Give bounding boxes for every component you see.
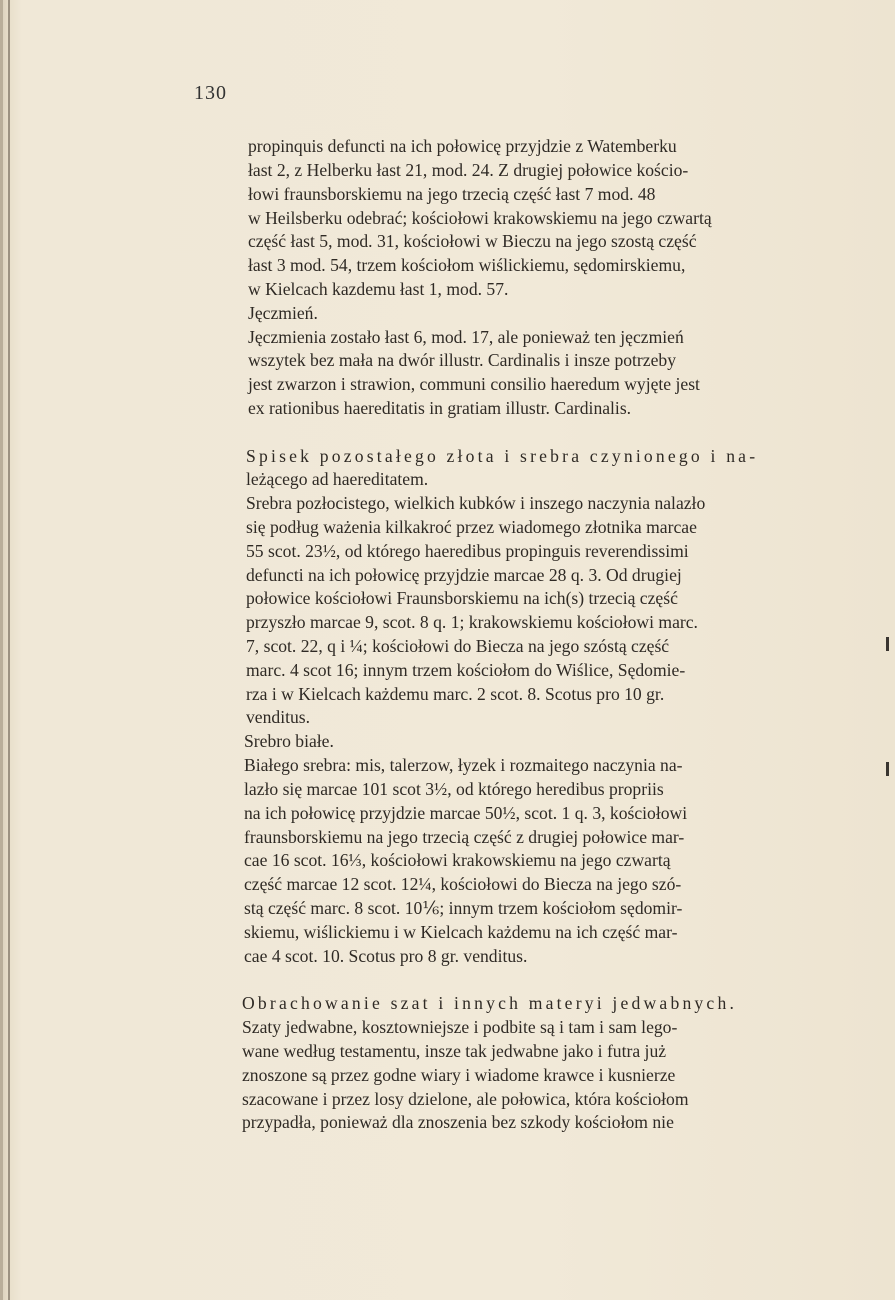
section-heading: Srebro białe. — [244, 731, 334, 751]
text-line: cae 4 scot. 10. Scotus pro 8 gr. venditus. — [244, 946, 528, 966]
section-heading: Obrachowanie szat i innych materyi jedwabnych. — [242, 993, 738, 1013]
text-line: marc. 4 scot 16; innym trzem kościołom do Wiślice, Sędomie- — [246, 660, 686, 680]
text-line: fraunsborskiemu na jego trzecią część z drugiej połowice mar- — [244, 827, 685, 847]
text-line: część łast 5, mod. 31, kościołowi w Bieczu na jego szostą część — [248, 231, 697, 251]
text-line: znoszone są przez godne wiary i wiadome krawce i kusnierze — [242, 1065, 676, 1085]
text-line: ex rationibus haereditatis in gratiam illustr. Cardinalis. — [248, 398, 632, 418]
text-line: defuncti na ich połowicę przyjdzie marcae 28 q. 3. Od drugiej — [246, 565, 682, 585]
text-line: rza i w Kielcach każdemu marc. 2 scot. 8. Scotus pro 10 gr. — [246, 684, 665, 704]
text-line: propinquis defuncti na ich połowicę przyjdzie z Watemberku — [248, 136, 677, 156]
text-line: łast 3 mod. 54, trzem kościołom wiślickiemu, sędomirskiemu, — [248, 255, 686, 275]
text-line: Srebra pozłocistego, wielkich kubków i inszego naczynia nalazło — [246, 493, 706, 513]
text-line: wane według testamentu, insze tak jedwabne jako i futra już — [242, 1041, 667, 1061]
section-heading: Jęczmień. — [248, 303, 318, 323]
page-number: 130 — [194, 82, 227, 104]
text-line: łowi fraunsborskiemu na jego trzecią część łast 7 mod. 48 — [248, 184, 656, 204]
text-line: skiemu, wiślickiemu i w Kielcach każdemu na ich część mar- — [244, 922, 678, 942]
text-line: Szaty jedwabne, kosztowniejsze i podbite są i tam i sam lego- — [242, 1017, 678, 1037]
text-line: łast 2, z Helberku łast 21, mod. 24. Z drugiej połowice kościo- — [248, 160, 689, 180]
text-line: wszytek bez mała na dwór illustr. Cardinalis i insze potrzeby — [248, 350, 676, 370]
text-line: Białego srebra: mis, talerzow, łyzek i rozmaitego naczynia na- — [244, 755, 683, 775]
text-line: w Heilsberku odebrać; kościołowi krakowskiemu na jego czwartą — [248, 208, 712, 228]
text-line: część marcae 12 scot. 12¼, kościołowi do Biecza na jego szó- — [244, 874, 682, 894]
text-line: połowice kościołowi Fraunsborskiemu na ich(s) trzecią część — [246, 588, 678, 608]
text-line: szacowane i przez losy dzielone, ale połowica, która kościołom — [242, 1089, 689, 1109]
text-line: Jęczmienia zostało łast 6, mod. 17, ale ponieważ ten jęczmień — [248, 327, 684, 347]
text-line: przyszło marcae 9, scot. 8 q. 1; krakowskiemu kościołowi marc. — [246, 612, 698, 632]
text-line: się podług ważenia kilkakroć przez wiadomego złotnika marcae — [246, 517, 697, 537]
text-line: 7, scot. 22, q i ¼; kościołowi do Biecza na jego szóstą część — [246, 636, 670, 656]
text-line: cae 16 scot. 16⅓, kościołowi krakowskiemu na jego czwartą — [244, 850, 671, 870]
section-heading: leżącego ad haereditatem. — [246, 469, 429, 489]
text-line: na ich połowicę przyjdzie marcae 50½, scot. 1 q. 3, kościołowi — [244, 803, 688, 823]
text-line: venditus. — [246, 707, 311, 727]
section-heading: Spisek pozostałego złota i srebra czynionego i na- — [246, 446, 759, 466]
text-line: jest zwarzon i strawion, communi consilio haeredum wyjęte jest — [248, 374, 700, 394]
text-line: 55 scot. 23½, od którego haeredibus propinguis reverendissimi — [246, 541, 689, 561]
text-line: lazło się marcae 101 scot 3½, od którego heredibus propriis — [244, 779, 664, 799]
text-line: stą część marc. 8 scot. 10⅙; innym trzem kościołom sędomir- — [244, 898, 683, 918]
text-line: przypadła, ponieważ dla znoszenia bez szkody kościołom nie — [242, 1112, 674, 1132]
text-line: w Kielcach kazdemu łast 1, mod. 57. — [248, 279, 509, 299]
